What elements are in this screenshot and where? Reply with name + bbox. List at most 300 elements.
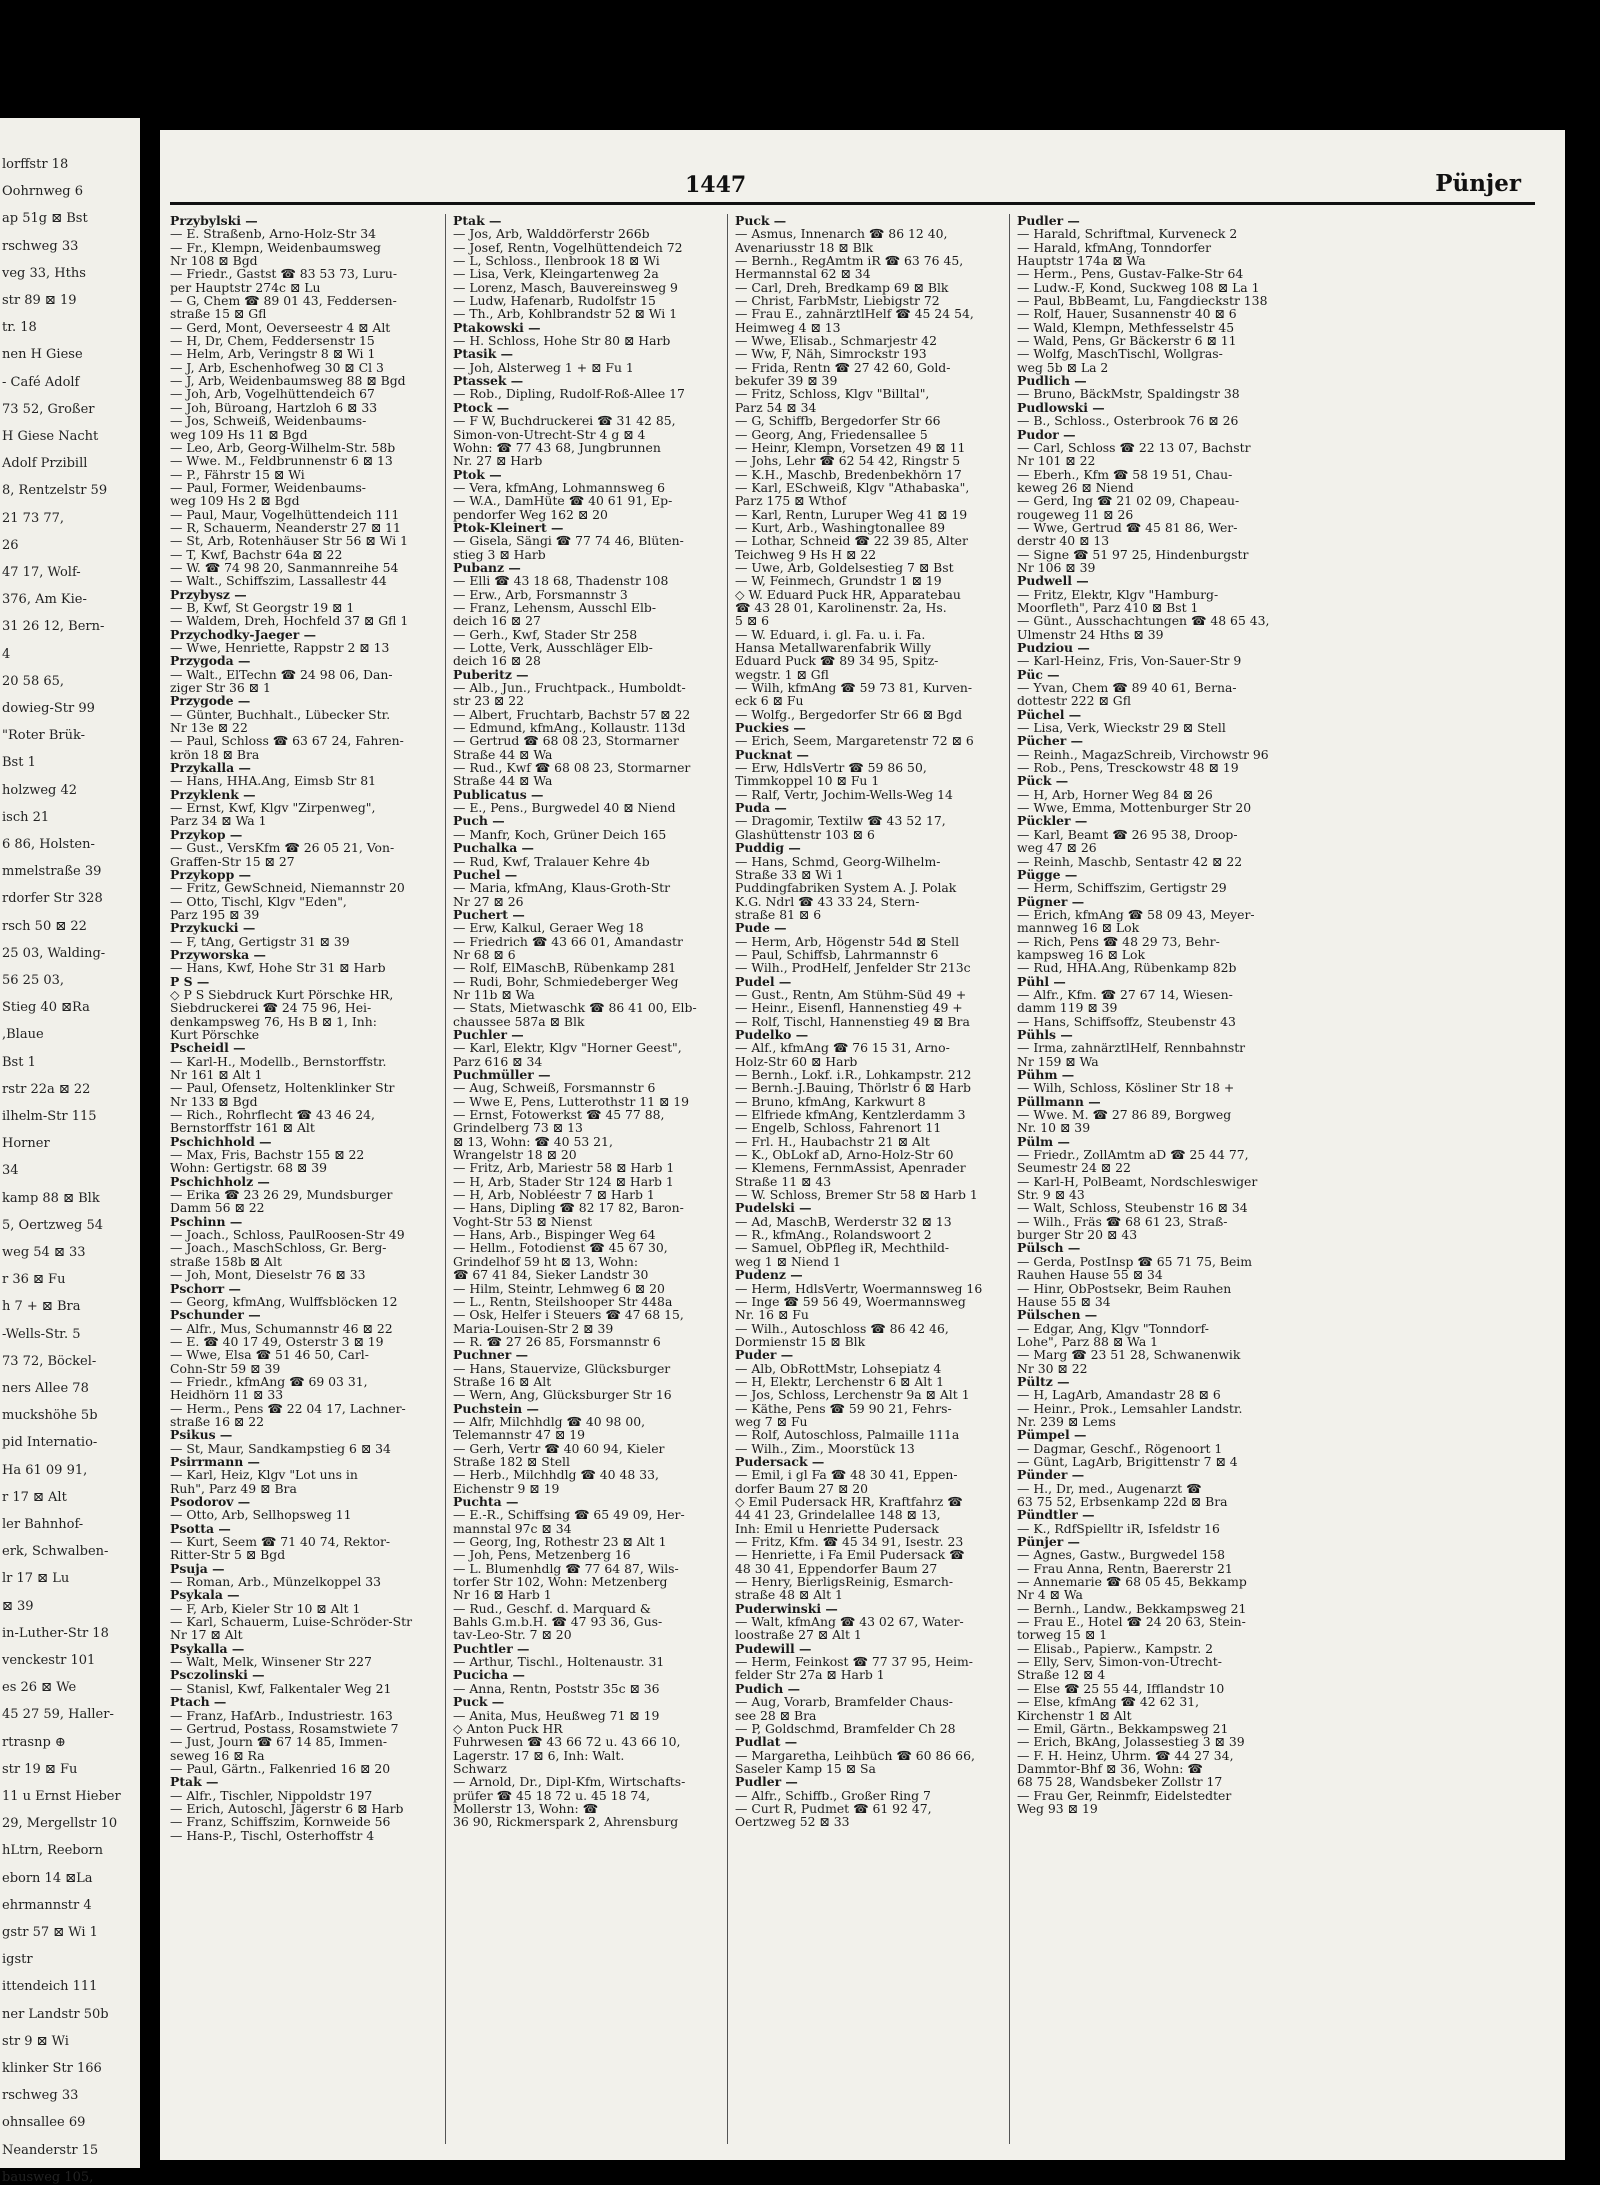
directory-entry: — H., Dr, med., Augenarzt ☎ — [1017, 1480, 1202, 1496]
directory-entry: — Frl. H., Haubachstr 21 ⊠ Alt — [735, 1133, 930, 1149]
directory-entry: Graffen-Str 15 ⊠ 27 — [170, 853, 295, 869]
directory-entry: keweg 26 ⊠ Niend — [1017, 479, 1134, 495]
column-1 — [170, 214, 440, 1842]
directory-entry: — Carl, Schloss ☎ 22 13 07, Bachstr — [1017, 439, 1251, 455]
directory-entry: — H, Dr, Chem, Feddersenstr 15 — [170, 333, 375, 349]
directory-entry: — Henriette, i Fa Emil Pudersack ☎ — [735, 1547, 965, 1563]
fragment-line: Horner — [2, 1136, 50, 1152]
directory-entry: Wohn: ☎ 77 43 68, Jungbrunnen — [453, 439, 661, 455]
directory-entry: Straße 33 ⊠ Wi 1 — [735, 866, 844, 882]
fragment-line: ittendeich 111 — [2, 1979, 98, 1995]
directory-entry: Nr 68 ⊠ 6 — [453, 946, 516, 962]
fragment-line: 47 17, Wolf- — [2, 565, 81, 580]
directory-entry: kampsweg 16 ⊠ Lok — [1017, 946, 1145, 962]
directory-entry: loostraße 27 ⊠ Alt 1 — [735, 1627, 862, 1643]
directory-entry: Puch — — [453, 813, 505, 829]
directory-entry: Saseler Kamp 15 ⊠ Sa — [735, 1760, 876, 1776]
directory-entry: dorfer Baum 27 ⊠ 20 — [735, 1480, 869, 1496]
directory-entry: Puchtler — — [453, 1640, 530, 1656]
directory-entry: mannstal 97c ⊠ 34 — [453, 1520, 572, 1536]
directory-entry: ziger Str 36 ⊠ 1 — [170, 680, 271, 696]
directory-entry: — Gisela, Sängi ☎ 77 74 46, Blüten- — [453, 533, 684, 549]
directory-entry: — Wwe, Emma, Mottenburger Str 20 — [1017, 800, 1252, 816]
fragment-line: pid Internatio- — [2, 1435, 98, 1451]
fragment-line: ap 51g ⊠ Bst — [2, 211, 88, 227]
directory-entry: — Arthur, Tischl., Holtenaustr. 31 — [453, 1654, 665, 1670]
directory-entry: — Wolfg., Bergedorfer Str 66 ⊠ Bgd — [735, 706, 963, 722]
directory-entry: — Rud., Geschf. d. Marquard & — [453, 1600, 651, 1616]
directory-entry: — Henry, BierligsReinig, Esmarch- — [735, 1574, 954, 1590]
directory-entry: Psuja — — [170, 1560, 225, 1576]
directory-entry: — W. Schloss, Bremer Str 58 ⊠ Harb 1 — [735, 1187, 978, 1203]
directory-entry: — Herm, HdlsVertr, Woermannsweg 16 — [735, 1280, 983, 1296]
fragment-line: H Giese Nacht — [2, 429, 99, 444]
directory-entry: — Walt., Schiffszim, Lassallestr 44 — [170, 573, 387, 589]
directory-entry: — Heinr, Klempn, Vorsetzen 49 ⊠ 11 — [735, 439, 966, 455]
directory-entry: — Friedr., kfmAng ☎ 69 03 31, — [170, 1373, 368, 1389]
directory-entry: Pudenz — — [735, 1267, 803, 1283]
directory-entry: Pudelski — — [735, 1200, 812, 1216]
directory-entry: Grindelberg 73 ⊠ 13 — [453, 1120, 583, 1136]
running-head: Pünjer — [1435, 170, 1521, 197]
directory-entry: — Roman, Arb., Münzelkoppel 33 — [170, 1574, 382, 1590]
directory-entry: str 23 ⊠ 22 — [453, 693, 524, 709]
directory-entry: derstr 40 ⊠ 13 — [1017, 533, 1110, 549]
directory-entry: — Vera, kfmAng, Lohmannsweg 6 — [453, 479, 666, 495]
directory-entry: Pudler — — [1017, 213, 1080, 228]
directory-entry: stieg 3 ⊠ Harb — [453, 546, 546, 562]
fragment-line: tr. 18 — [2, 320, 37, 336]
directory-entry: — Alf., kfmAng ☎ 76 15 31, Arno- — [735, 1040, 950, 1056]
directory-entry: Pücher — — [1017, 733, 1083, 749]
directory-entry: — Rolf, Hauer, Susannenstr 40 ⊠ 6 — [1017, 306, 1237, 322]
directory-entry: — K.H., Maschb, Bredenbekhörn 17 — [735, 466, 962, 482]
directory-entry: — Friedrich ☎ 43 66 01, Amandastr — [453, 933, 683, 949]
directory-entry: — Karl, Schauerm, Luise-Schröder-Str — [170, 1614, 412, 1630]
fragment-line: "Roter Brük- — [2, 728, 86, 744]
directory-entry: Puchstein — — [453, 1400, 539, 1416]
directory-entry: Pucknat — — [735, 746, 809, 762]
directory-entry: — H, Elektr, Lerchenstr 6 ⊠ Alt 1 — [735, 1373, 945, 1389]
directory-entry: — Franz, Schiffszim, Kornweide 56 — [170, 1814, 391, 1830]
directory-entry: Kurt Pörschke — [170, 1026, 260, 1042]
fragment-line: Bst 1 — [2, 1054, 36, 1070]
directory-entry: Przykop — — [170, 826, 243, 842]
fragment-line: 8, Rentzelstr 59 — [2, 483, 108, 499]
directory-entry: Pubanz — — [453, 559, 521, 575]
fragment-line: 26 — [2, 537, 19, 553]
directory-entry: ⊠ 13, Wohn: ☎ 40 53 21, — [453, 1133, 613, 1149]
directory-entry: — P, Goldschmd, Bramfelder Ch 28 — [735, 1720, 956, 1736]
directory-entry: — Rud, Kwf, Tralauer Kehre 4b — [453, 853, 650, 869]
directory-entry: — Joh, Büroang, Hartzloh 6 ⊠ 33 — [170, 399, 378, 415]
directory-entry: — Harald, kfmAng, Tonndorfer — [1017, 239, 1212, 255]
directory-entry: Weg 93 ⊠ 19 — [1017, 1800, 1098, 1816]
directory-entry: — Gerd, Ing ☎ 21 02 09, Chapeau- — [1017, 493, 1240, 509]
directory-entry: Psodorov — — [170, 1494, 251, 1509]
fragment-line: 29, Mergellstr 10 — [2, 1816, 118, 1832]
directory-entry: — Alfr., Mus, Schumannstr 46 ⊠ 22 — [170, 1320, 393, 1336]
directory-entry: Püllmann — — [1017, 1093, 1101, 1109]
directory-entry: Eichenstr 9 ⊠ 19 — [453, 1480, 560, 1496]
directory-entry: Lagerstr. 17 ⊠ 6, Inh: Walt. — [453, 1747, 625, 1763]
directory-entry: ☎ 43 28 01, Karolinenstr. 2a, Hs. — [735, 599, 947, 615]
directory-entry: bekufer 39 ⊠ 39 — [735, 373, 838, 389]
directory-entry: Grindelhof 59 ht ⊠ 13, Wohn: — [453, 1253, 639, 1269]
directory-entry: — Curt R, Pudmet ☎ 61 92 47, — [735, 1800, 932, 1816]
directory-entry: — Joach., MaschSchloss, Gr. Berg- — [170, 1240, 387, 1256]
fragment-line: eborn 14 ⊠La — [2, 1870, 93, 1886]
fragment-line: 5, Oertzweg 54 — [2, 1217, 103, 1233]
directory-entry: — Gust., Rentn, Am Stühm-Süd 49 + — [735, 986, 967, 1002]
directory-entry: — Ralf, Vertr, Jochim-Wells-Weg 14 — [735, 786, 953, 802]
directory-entry: Pudel — — [735, 973, 792, 989]
directory-entry: Nr 13e ⊠ 22 — [170, 720, 248, 736]
fragment-line: Bst 1 — [2, 755, 36, 771]
directory-entry: krön 18 ⊠ Bra — [170, 746, 260, 762]
directory-entry: Psikus — — [170, 1427, 233, 1443]
directory-entry: — Harald, Schriftmal, Kurveneck 2 — [1017, 226, 1238, 242]
fragment-line: 34 — [2, 1163, 19, 1179]
directory-entry: — Herm, Feinkost ☎ 77 37 95, Heim- — [735, 1654, 973, 1670]
directory-entry: Przyklenk — — [170, 786, 256, 802]
column-4 — [1017, 214, 1287, 1815]
directory-entry: Straße 44 ⊠ Wa — [453, 746, 553, 762]
fragment-line: igstr — [2, 1952, 33, 1968]
directory-entry: — Ww, F, Näh, Simrockstr 193 — [735, 346, 927, 362]
directory-entry: — Walt, Melk, Winsener Str 227 — [170, 1654, 372, 1670]
directory-entry: — Wilh., Zim., Moorstück 13 — [735, 1440, 915, 1456]
directory-entry: Heidhörn 11 ⊠ 33 — [170, 1387, 284, 1403]
directory-entry: — Erich, kfmAng ☎ 58 09 43, Meyer- — [1017, 906, 1255, 922]
directory-entry: Ptak — — [453, 213, 502, 228]
directory-entry: Pudersack — — [735, 1453, 825, 1469]
directory-entry: — Th., Arb, Kohlbrandstr 52 ⊠ Wi 1 — [453, 306, 678, 322]
directory-entry: — J, Arb, Weidenbaumsweg 88 ⊠ Bgd — [170, 373, 406, 389]
fragment-line: ⊠ 39 — [2, 1598, 34, 1614]
directory-entry: — Lisa, Verk, Kleingartenweg 2a — [453, 266, 659, 282]
directory-entry: — Erich, Seem, Margaretenstr 72 ⊠ 6 — [735, 733, 974, 749]
directory-entry: torfer Str 102, Wohn: Metzenberg — [453, 1574, 668, 1590]
directory-entry: — H, LagArb, Amandastr 28 ⊠ 6 — [1017, 1387, 1221, 1403]
directory-entry: — Walt, kfmAng ☎ 43 02 67, Water- — [735, 1614, 964, 1630]
directory-entry: Pudziou — — [1017, 640, 1090, 655]
directory-entry: dottestr 222 ⊠ Gfl — [1017, 693, 1131, 709]
column-divider — [445, 214, 446, 2144]
fragment-line: str 89 ⊠ 19 — [2, 293, 77, 308]
directory-entry: — Karl-H, PolBeamt, Nordschleswiger — [1017, 1173, 1258, 1189]
directory-entry: — Bernh., RegAmtm iR ☎ 63 76 45, — [735, 253, 964, 269]
directory-entry: Nr 106 ⊠ 39 — [1017, 559, 1096, 575]
directory-entry: — H. Schloss, Hohe Str 80 ⊠ Harb — [453, 333, 671, 349]
directory-entry: — Walt, Schloss, Steubenstr 16 ⊠ 34 — [1017, 1200, 1248, 1216]
directory-entry: Przybylski — — [170, 213, 258, 228]
directory-entry: — Gertrud ☎ 68 08 23, Stormarner — [453, 733, 679, 749]
directory-entry: Pschichholz — — [170, 1173, 270, 1189]
directory-entry: — Lisa, Verk, Wieckstr 29 ⊠ Stell — [1017, 720, 1226, 736]
header-rule — [170, 202, 1535, 205]
fragment-line: bausweg 105, — [2, 2169, 94, 2185]
directory-entry: — Gertrud, Postass, Rosamstwiete 7 — [170, 1720, 399, 1736]
directory-entry: — Wwe. M. ☎ 27 86 89, Borgweg — [1017, 1107, 1232, 1123]
directory-entry: — Leo, Arb, Georg-Wilhelm-Str. 58b — [170, 439, 396, 455]
directory-entry: — Jos, Schweiß, Weidenbaums- — [170, 413, 367, 429]
fragment-line: rschweg 33 — [2, 2088, 79, 2104]
fragment-line: venckestr 101 — [2, 1653, 96, 1668]
directory-entry: — Else, kfmAng ☎ 42 62 31, — [1017, 1694, 1200, 1710]
directory-entry: Nr 4 ⊠ Wa — [1017, 1587, 1083, 1603]
directory-entry: — Manfr, Koch, Grüner Deich 165 — [453, 826, 667, 842]
fragment-line: 45 27 59, Haller- — [2, 1707, 114, 1723]
fragment-line: kamp 88 ⊠ Blk — [2, 1190, 100, 1206]
directory-entry: — Friedr., ZollAmtm aD ☎ 25 44 77, — [1017, 1147, 1249, 1163]
fragment-line: ilhelm-Str 115 — [2, 1109, 97, 1124]
directory-entry: Puchta — — [453, 1494, 519, 1509]
directory-entry: — Alfr, Milchhdlg ☎ 40 98 00, — [453, 1413, 646, 1429]
fragment-line: h 7 + ⊠ Bra — [2, 1299, 81, 1315]
directory-entry: Maria-Louisen-Str 2 ⊠ 39 — [453, 1320, 614, 1336]
directory-entry: — K., RdfSpielltr iR, Isfeldstr 16 — [1017, 1520, 1220, 1536]
fragment-line: in-Luther-Str 18 — [2, 1625, 109, 1641]
directory-entry: — Joh, Mont, Dieselstr 76 ⊠ 33 — [170, 1267, 366, 1283]
fragment-line: es 26 ⊠ We — [2, 1680, 77, 1696]
directory-entry: — Rudi, Bohr, Schmiedeberger Weg — [453, 973, 679, 989]
directory-entry: straße 48 ⊠ Alt 1 — [735, 1587, 843, 1603]
directory-entry: Parz 195 ⊠ 39 — [170, 906, 260, 922]
directory-entry: Moorfleth", Parz 410 ⊠ Bst 1 — [1017, 599, 1199, 615]
directory-entry: Voght-Str 53 ⊠ Nienst — [453, 1213, 593, 1229]
previous-page-fragment — [0, 118, 140, 2185]
directory-entry: Timmkoppel 10 ⊠ Fu 1 — [735, 773, 880, 789]
fragment-line: hLtrn, Reeborn — [2, 1843, 103, 1859]
directory-entry: — Rud., Kwf ☎ 68 08 23, Stormarner — [453, 760, 691, 776]
directory-entry: — Erw, HdlsVertr ☎ 59 86 50, — [735, 760, 927, 776]
fragment-line: veg 33, Hths — [2, 265, 86, 281]
directory-entry: Puck — — [453, 1694, 505, 1710]
directory-entry: — Kurt, Seem ☎ 71 40 74, Rektor- — [170, 1534, 391, 1550]
directory-entry: Parz 616 ⊠ 34 — [453, 1053, 543, 1069]
fragment-line: dowieg-Str 99 — [2, 701, 95, 716]
directory-entry: — Reinh, Maschb, Sentastr 42 ⊠ 22 — [1017, 853, 1243, 869]
fragment-line: ehrmannstr 4 — [2, 1897, 92, 1913]
directory-entry: Psykalla — — [170, 1640, 245, 1656]
directory-entry: — Paul, Schloss ☎ 63 67 24, Fahren- — [170, 733, 404, 749]
directory-entry: Nr 159 ⊠ Wa — [1017, 1053, 1099, 1069]
fragment-line: rtrasnp ⊕ — [2, 1734, 66, 1750]
directory-entry: — Karl, Elektr, Klgv "Horner Geest", — [453, 1040, 682, 1056]
directory-entry: — Joh, Alsterweg 1 + ⊠ Fu 1 — [453, 359, 634, 375]
directory-entry: — Inge ☎ 59 56 49, Woermannsweg — [735, 1293, 966, 1309]
directory-entry: — E. ☎ 40 17 49, Osterstr 3 ⊠ 19 — [170, 1333, 384, 1349]
directory-entry: Puberitz — — [453, 666, 529, 682]
directory-entry: seweg 16 ⊠ Ra — [170, 1747, 265, 1763]
fragment-line: weg 54 ⊠ 33 — [2, 1245, 86, 1260]
directory-entry: Pühl — — [1017, 973, 1066, 989]
fragment-line: Ha 61 09 91, — [2, 1462, 88, 1478]
directory-entry: straße 16 ⊠ 22 — [170, 1413, 264, 1429]
directory-entry: Oertzweg 52 ⊠ 33 — [735, 1814, 850, 1830]
directory-entry: ☎ 67 41 84, Sieker Landstr 30 — [453, 1267, 649, 1283]
directory-entry: — Hans-P., Tischl, Osterhoffstr 4 — [170, 1827, 375, 1843]
directory-entry: — Aug, Vorarb, Bramfelder Chaus- — [735, 1694, 953, 1710]
directory-entry: Pudlich — — [1017, 373, 1087, 389]
directory-entry: — Ludw, Hafenarb, Rudolfstr 15 — [453, 293, 656, 309]
directory-entry: — Alb., Jun., Fruchtpack., Humboldt- — [453, 680, 686, 696]
directory-entry: — Dagmar, Geschf., Rögenoort 1 — [1017, 1440, 1223, 1456]
directory-entry: straße 15 ⊠ Gfl — [170, 306, 267, 322]
directory-entry: Ptakowski — — [453, 319, 541, 335]
directory-entry: — B., Schloss., Osterbrook 76 ⊠ 26 — [1017, 413, 1239, 429]
directory-entry: 5 ⊠ 6 — [735, 613, 770, 629]
directory-entry: Pünjer — — [1017, 1534, 1080, 1550]
directory-entry: — Karl, Heiz, Klgv "Lot uns in — [170, 1467, 358, 1483]
directory-entry: Pügge — — [1017, 866, 1078, 882]
directory-entry: — Karl, Rentn, Luruper Weg 41 ⊠ 19 — [735, 506, 968, 522]
directory-entry: 44 41 23, Grindelallee 148 ⊠ 13, — [735, 1507, 941, 1523]
fragment-line: 376, Am Kie- — [2, 592, 87, 608]
directory-entry: Wohn: Gertigstr. 68 ⊠ 39 — [170, 1160, 328, 1176]
directory-entry: — Dragomir, Textilw ☎ 43 52 17, — [735, 813, 946, 829]
directory-entry: — Frau E., Hotel ☎ 24 20 63, Stein- — [1017, 1614, 1246, 1630]
directory-entry: — P., Fährstr 15 ⊠ Wi — [170, 466, 305, 482]
directory-entry: prüfer ☎ 45 18 72 u. 45 18 74, — [453, 1787, 651, 1803]
directory-entry: Przygode — — [170, 693, 251, 709]
directory-entry: — H, Arb, Horner Weg 84 ⊠ 26 — [1017, 786, 1213, 802]
directory-entry: — Frau E., zahnärztlHelf ☎ 45 24 54, — [735, 306, 974, 322]
directory-entry: — K., ObLokf aD, Arno-Holz-Str 60 — [735, 1147, 954, 1163]
directory-entry: Pudich — — [735, 1680, 800, 1696]
directory-entry: — Paul, Former, Weidenbaums- — [170, 479, 366, 495]
directory-entry: — Georg, Ang, Friedensallee 5 — [735, 426, 928, 442]
directory-entry: Nr 30 ⊠ 22 — [1017, 1360, 1088, 1376]
directory-entry: — St, Arb, Rotenhäuser Str 56 ⊠ Wi 1 — [170, 533, 408, 549]
directory-entry: torweg 15 ⊠ 1 — [1017, 1627, 1108, 1643]
directory-entry: tav-Leo-Str. 7 ⊠ 20 — [453, 1627, 572, 1643]
directory-entry: P S — — [170, 973, 210, 989]
column-2 — [453, 214, 723, 1829]
directory-entry: weg 109 Hs 2 ⊠ Bgd — [170, 493, 300, 509]
directory-entry: — Wwe. M., Feldbrunnenstr 6 ⊠ 13 — [170, 453, 393, 469]
fragment-line: str 9 ⊠ Wi — [2, 2033, 69, 2049]
directory-entry: — Wwe, Elsa ☎ 51 46 50, Carl- — [170, 1347, 369, 1363]
directory-entry: Nr 27 ⊠ 26 — [453, 893, 524, 909]
directory-entry: — Karl, Beamt ☎ 26 95 38, Droop- — [1017, 826, 1238, 842]
directory-entry: — Ad, MaschB, Werderstr 32 ⊠ 13 — [735, 1213, 952, 1229]
directory-entry: — Joh, Pens, Metzenberg 16 — [453, 1547, 631, 1563]
directory-entry: — Edgar, Ang, Klgv "Tonndorf- — [1017, 1320, 1209, 1336]
fragment-line: 4 — [2, 646, 11, 662]
directory-entry: — Herm, Arb, Högenstr 54d ⊠ Stell — [735, 933, 960, 949]
directory-entry: — G, Schiffb, Bergedorfer Str 66 — [735, 413, 941, 429]
directory-entry: Hermannstal 62 ⊠ 34 — [735, 266, 871, 282]
directory-entry: — L., Rentn, Steilshooper Str 448a — [453, 1293, 673, 1309]
directory-entry: — Hellm., Fotodienst ☎ 45 67 30, — [453, 1240, 668, 1256]
directory-entry: deich 16 ⊠ 28 — [453, 653, 541, 669]
directory-entry: — Karl-Heinz, Fris, Von-Sauer-Str 9 — [1017, 653, 1242, 669]
directory-entry: — Asmus, Innenarch ☎ 86 12 40, — [735, 226, 948, 242]
directory-entry: Puddingfabriken System A. J. Polak — [735, 880, 957, 896]
directory-entry: Puddig — — [735, 840, 801, 856]
directory-entry: — Wilh., Fräs ☎ 68 61 23, Straß- — [1017, 1213, 1228, 1229]
directory-entry: — Wilh, kfmAng ☎ 59 73 81, Kurven- — [735, 680, 973, 696]
fragment-line: 11 u Ernst Hieber — [2, 1789, 121, 1804]
directory-entry: — Fritz, Kfm. ☎ 45 34 91, Isestr. 23 — [735, 1534, 964, 1550]
directory-entry: Damm 56 ⊠ 22 — [170, 1200, 265, 1216]
directory-entry: — F, tAng, Gertigstr 31 ⊠ 39 — [170, 933, 350, 949]
directory-entry: Publicatus — — [453, 786, 544, 802]
directory-entry: Lohe", Parz 88 ⊠ Wa 1 — [1017, 1333, 1159, 1349]
directory-entry: Puchel — — [453, 866, 518, 882]
fragment-line: Adolf Przibill — [2, 456, 88, 472]
directory-entry: Puchalka — — [453, 840, 534, 856]
directory-entry: — Wwe, Elisab., Schmarjestr 42 — [735, 333, 937, 349]
directory-entry: wegstr. 1 ⊠ Gfl — [735, 666, 829, 682]
directory-entry: Puder — — [735, 1347, 794, 1363]
fragment-line: holzweg 42 — [2, 782, 78, 798]
fragment-line: rschweg 33 — [2, 238, 79, 254]
directory-entry: Telemannstr 47 ⊠ 19 — [453, 1427, 586, 1443]
directory-entry: — Herm, Schiffszim, Gertigstr 29 — [1017, 880, 1227, 896]
directory-entry: — R, Schauerm, Neanderstr 27 ⊠ 11 — [170, 519, 401, 535]
directory-entry: — Wwe, Henriette, Rappstr 2 ⊠ 13 — [170, 640, 390, 655]
directory-entry: Püchel — — [1017, 706, 1082, 722]
directory-entry: — B, Kwf, St Georgstr 19 ⊠ 1 — [170, 599, 355, 615]
directory-entry: — Helm, Arb, Veringstr 8 ⊠ Wi 1 — [170, 346, 376, 362]
directory-entry: Psykala — — [170, 1587, 240, 1603]
fragment-line: 56 25 03, — [2, 973, 65, 988]
directory-entry: Bernstorffstr 161 ⊠ Alt — [170, 1120, 315, 1136]
directory-entry: Nr. 27 ⊠ Harb — [453, 453, 543, 469]
directory-entry: Püc — — [1017, 666, 1060, 682]
directory-entry: Pündtler — — [1017, 1507, 1095, 1523]
directory-entry: weg 7 ⊠ Fu — [735, 1413, 808, 1429]
directory-entry: — Fr., Klempn, Weidenbaumsweg — [170, 239, 381, 255]
directory-entry: — St, Maur, Sandkampstieg 6 ⊠ 34 — [170, 1440, 391, 1456]
directory-entry: — Rolf, Tischl, Hannenstieg 49 ⊠ Bra — [735, 1013, 970, 1029]
fragment-line: 6 86, Holsten- — [2, 837, 95, 852]
directory-entry: Pudor — — [1017, 426, 1076, 442]
directory-entry: — Engelb, Schloss, Fahrenort 11 — [735, 1120, 942, 1136]
directory-entry: — W, Feinmech, Grundstr 1 ⊠ 19 — [735, 573, 942, 589]
directory-entry: Puchmüller — — [453, 1067, 551, 1082]
directory-entry: Inh: Emil u Henriette Pudersack — [735, 1520, 939, 1536]
fragment-line: r 36 ⊠ Fu — [2, 1272, 66, 1288]
directory-entry: Ptassek — — [453, 373, 524, 389]
directory-entry: mannweg 16 ⊠ Lok — [1017, 920, 1140, 936]
directory-entry: Przygoda — — [170, 653, 251, 669]
directory-entry: Straße 16 ⊠ Alt — [453, 1373, 552, 1389]
directory-entry: — Bruno, BäckMstr, Spaldingstr 38 — [1017, 386, 1240, 402]
directory-entry: — Wald, Pens, Gr Bäckerstr 6 ⊠ 11 — [1017, 333, 1237, 349]
directory-entry: weg 1 ⊠ Niend 1 — [735, 1253, 841, 1269]
directory-entry: — Bernh., Landw., Bekkampsweg 21 — [1017, 1600, 1247, 1616]
page-number: 1447 — [685, 172, 747, 198]
directory-entry: Hauptstr 174a ⊠ Wa — [1017, 253, 1146, 269]
directory-entry: Puda — — [735, 800, 787, 816]
directory-entry: ◇ P S Siebdruck Kurt Pörschke HR, — [170, 986, 394, 1002]
directory-entry: Puckies — — [735, 720, 806, 736]
directory-entry: — Hans, Dipling ☎ 82 17 82, Baron- — [453, 1200, 684, 1216]
directory-entry: — Hans, Arb., Bispinger Weg 64 — [453, 1227, 656, 1243]
directory-entry: — Max, Fris, Bachstr 155 ⊠ 22 — [170, 1147, 365, 1163]
directory-entry: Pümpel — — [1017, 1427, 1087, 1443]
directory-entry: Nr 133 ⊠ Bgd — [170, 1093, 258, 1109]
directory-entry: — W. Eduard, i. gl. Fa. u. i. Fa. — [735, 626, 926, 642]
directory-entry: — Bernh.-J.Bauing, Thörlstr 6 ⊠ Harb — [735, 1080, 971, 1096]
directory-entry: — E.-R., Schiffsing ☎ 65 49 09, Her- — [453, 1507, 685, 1523]
directory-entry: Pülm — — [1017, 1133, 1070, 1149]
directory-entry: — Anna, Rentn, Poststr 35c ⊠ 36 — [453, 1680, 660, 1696]
